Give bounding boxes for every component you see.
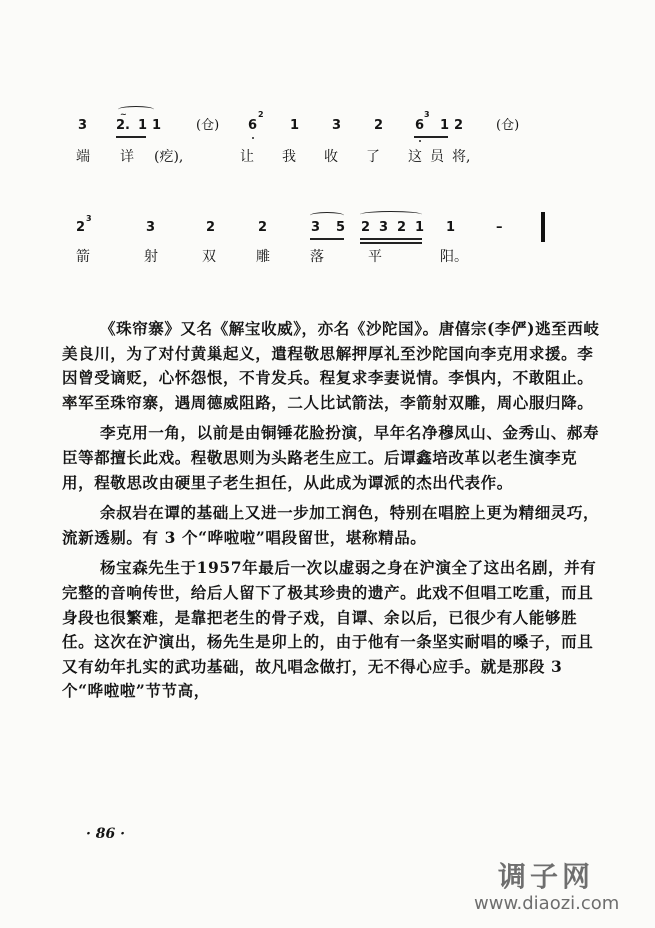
lyric-char: 平 [368, 249, 382, 265]
note: 3 [146, 220, 156, 235]
lyric-char: 详 [120, 149, 134, 165]
beam-underline [116, 136, 146, 138]
watermark-url: www.diaozi.com [474, 893, 620, 914]
beam-underline [310, 238, 344, 240]
note: 1 [440, 118, 450, 133]
article-body [62, 317, 602, 704]
lyric-char: (疙), [154, 149, 184, 165]
lyric-char: 将, [452, 149, 471, 165]
note: 2 [454, 118, 464, 133]
paragraph: 杨宝森先生于1957年最后一次以虚弱之身在沪演全了这出名剧，并有完整的音响传世，给后人留下了极其珍贵的遗产。此戏不但唱工吃重，而且身段也很繁难，是靠把老生的骨子戏，自谭、余以后，已很少有人能够胜任。这次在沪演出，杨先生是卯上的，由于他有一条坚实耐唱的嗓子，而且又有幼年扎实的武功基础，故凡唱念做打，无不得心应手。就是那段 3 个“哗啦啦”节节高， [62, 558, 597, 701]
lyric-char: 我 [282, 149, 296, 165]
note: 2 [397, 220, 407, 235]
lyric-char: 端 [76, 149, 90, 165]
note: 1 [152, 118, 162, 133]
score-line-2 [68, 214, 548, 246]
low-octave-dot [252, 137, 254, 139]
lyric-char: 这 [408, 149, 422, 165]
note: 2 [76, 220, 86, 235]
lyric-char: 员 [430, 149, 444, 165]
low-octave-dot [419, 140, 421, 142]
lyric-char: 让 [240, 149, 254, 165]
note: 2 [361, 220, 371, 235]
note: 1 [138, 118, 148, 133]
paragraph: 余叔岩在谭的基础上又进一步加工润色，特别在唱腔上更为精细灵巧，流新透剔。有 3 个“哗啦啦”唱段留世，堪称精品。 [62, 503, 600, 547]
page-number: · 86 · [86, 826, 125, 842]
beam-underline [360, 242, 422, 244]
lyric-char: 射 [144, 249, 158, 265]
beam-underline [360, 238, 422, 240]
note: 2 [258, 220, 268, 235]
lyric-char: 雕 [256, 249, 270, 265]
note: 1 [415, 220, 425, 235]
score-line-1 [68, 110, 548, 144]
grace-note: 3 [86, 214, 92, 223]
note: 6 [415, 118, 425, 133]
note: 2 [206, 220, 216, 235]
grace-note: 2 [258, 110, 264, 119]
lyrics-line-2 [68, 248, 548, 268]
slur-mark [310, 212, 344, 219]
grace-note: 3 [424, 110, 430, 119]
note: 1 [290, 118, 300, 133]
lyric-char: 阳。 [440, 249, 468, 265]
lyric-char: 双 [202, 249, 216, 265]
beam-underline [414, 136, 448, 138]
note: 1 [446, 220, 456, 235]
dash-extension: – [496, 220, 503, 235]
lyric-char: 落 [310, 249, 324, 265]
lyrics-line-1 [68, 148, 548, 168]
note: 3 [379, 220, 389, 235]
lyric-char: 了 [366, 149, 380, 165]
lyric-char: 收 [324, 149, 338, 165]
slur-mark [360, 211, 422, 218]
note: 5 [336, 220, 346, 235]
note: 2 [374, 118, 384, 133]
percussion-mark: (仓) [496, 118, 520, 133]
note: 3 [311, 220, 321, 235]
percussion-mark: (仓) [196, 118, 220, 133]
note: 6 [248, 118, 258, 133]
watermark-site-name: 调子网 [498, 860, 595, 893]
paragraph: 李克用一角，以前是由铜锤花脸扮演，早年名净穆凤山、金秀山、郝寿臣等都擅长此戏。程敬思则为头路老生应工。后谭鑫培改革以老生演李克用，程敬思改由硬里子老生担任，从此成为谭派的杰出代表作。 [62, 423, 600, 492]
lyric-char: 箭 [76, 249, 90, 265]
note: 2. [116, 118, 130, 133]
paragraph: 《珠帘寨》又名《解宝收威》，亦名《沙陀国》。唐僖宗(李俨)逃至西岐美良川，为了对付黄巢起义，遣程敬思解押厚礼至沙陀国向李克用求援。李因曾受谪贬，心怀怨恨，不肯发兵。程复求李妻说情。李惧内，不敢阻止。率军至珠帘寨，遇周德威阻路，二人比试箭法，李箭射双雕，周心服归降。 [62, 319, 600, 412]
ornament-mark: ~ [120, 110, 127, 119]
note: 3 [78, 118, 88, 133]
final-barline [541, 212, 545, 242]
note: 3 [332, 118, 342, 133]
